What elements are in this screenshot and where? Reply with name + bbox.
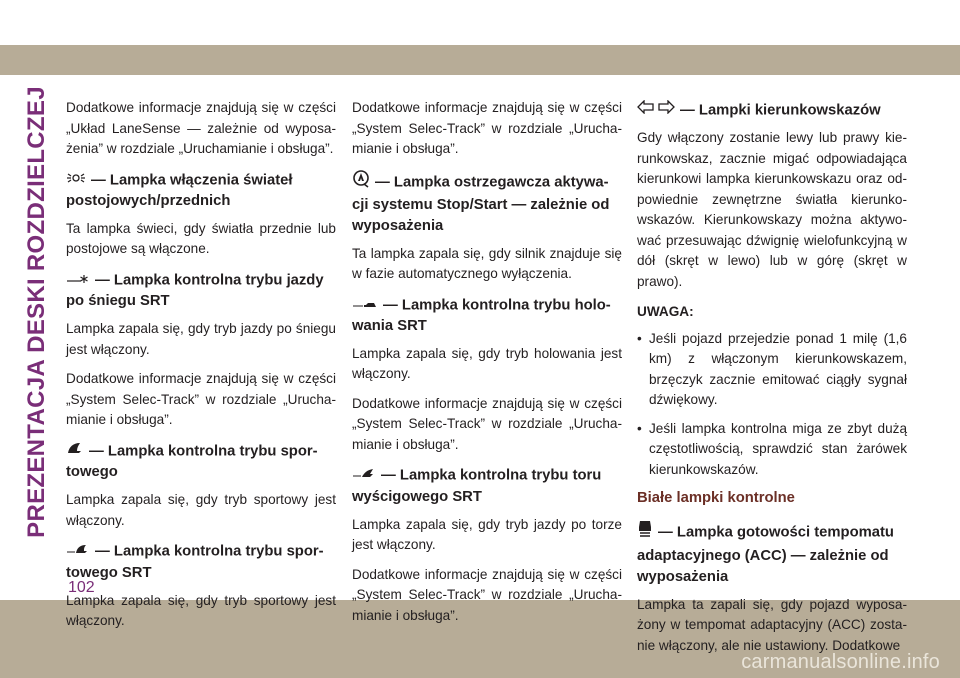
- note-list: [637, 329, 907, 481]
- bullet: •: [637, 420, 642, 436]
- list-item: • Jeśli lampka kontrolna miga ze zbyt dużą częstotliwością, sprawdzić stan żarówek kierunkowskazów.: [637, 420, 907, 477]
- paragraph: Lampka zapala się, gdy tryb sportowy jest włączony.: [66, 592, 336, 629]
- heading-sport-srt: — Lampka kontrolna trybu spor-towego SRT: [66, 541, 336, 583]
- column-1: [66, 98, 336, 641]
- side-tab: [20, 86, 54, 538]
- paragraph: Lampka zapala się, gdy tryb holowania jest włączony.: [352, 345, 622, 382]
- paragraph: Dodatkowe informacje znajdują się w części „System Selec-Track” w rozdziale „Urucha-mianie i obsługa”.: [66, 371, 336, 428]
- paragraph: Dodatkowe informacje znajdują się w części „Układ LaneSense — zależnie od wyposa-żenia” w rozdziale „Uruchamianie i obsługa”.: [66, 100, 336, 156]
- heading-parking-lights: — Lampka włączenia świateł postojowych/przednich: [66, 170, 336, 212]
- turn-signals-icon: [637, 100, 675, 121]
- bullet: •: [637, 330, 642, 346]
- watermark: carmanualsonline.info: [741, 651, 940, 673]
- heading-turn-signals: — Lampki kierunkowskazów: [637, 100, 907, 121]
- top-band: [0, 0, 960, 75]
- page-number: 102: [68, 579, 95, 596]
- paragraph: Lampka ta zapali się, gdy pojazd wyposa-żony w tempomat adaptacyjny (ACC) zosta-nie włączony, ale nie ustawiony. Dodatkowe: [637, 596, 907, 653]
- sport-mode-icon: [66, 441, 84, 462]
- heading-snow-mode: — Lampka kontrolna trybu jazdy po śniegu SRT: [66, 270, 336, 312]
- paragraph: Lampka zapala się, gdy tryb jazdy po śniegu jest włączony.: [66, 321, 336, 357]
- paragraph: Lampka zapala się, gdy tryb jazdy po torze jest włączony.: [352, 516, 622, 553]
- paragraph: Ta lampka świeci, gdy światła przednie lub postojowe są włączone.: [66, 220, 336, 257]
- sport-srt-icon: [66, 541, 90, 562]
- stop-start-icon: [352, 170, 370, 195]
- track-mode-icon: [352, 465, 376, 486]
- column-2: [352, 98, 622, 635]
- side-title: PREZENTACJA DESKI ROZDZIELCZEJ: [23, 86, 50, 538]
- paragraph: Lampka zapala się, gdy tryb sportowy jest włączony.: [66, 492, 336, 528]
- paragraph: Ta lampka zapala się, gdy silnik znajduje się w fazie automatycznego wyłączenia.: [352, 245, 622, 281]
- heading-tow-mode: — Lampka kontrolna trybu holo-wania SRT: [352, 295, 622, 337]
- acc-ready-icon: [637, 519, 653, 546]
- paragraph: Dodatkowe informacje znajdują się w części „System Selec-Track” w rozdziale „Urucha-mianie i obsługa”.: [352, 100, 622, 156]
- heading-track-mode: — Lampka kontrolna trybu toru wyścigowego SRT: [352, 465, 622, 507]
- snow-mode-icon: [66, 270, 90, 291]
- column-3: [637, 98, 907, 665]
- heading-stop-start: — Lampka ostrzegawcza aktywa-cji systemu Stop/Start — zależnie od wyposażenia: [352, 170, 622, 237]
- paragraph: Gdy włączony zostanie lewy lub prawy kie-runkowskaz, zacznie migać odpowiadająca kierunkowi lampka kierunkowskazu oraz od-powiednie zewnętrzne światła kierunko-wskazów. Kierunkowskazy można aktywo-wać przesuwając dźwignię wielofunkcyjną w dół (skręt w lewo) lub w górę (skręt w prawo).: [637, 130, 907, 289]
- paragraph: Dodatkowe informacje znajdują się w części „System Selec-Track” w rozdziale „Urucha-mianie i obsługa”.: [352, 566, 622, 623]
- heading-acc-ready: — Lampka gotowości tempomatu adaptacyjnego (ACC) — zależnie od wyposażenia: [637, 519, 907, 588]
- subheading: Białe lampki kontrolne: [637, 490, 795, 507]
- list-item: • Jeśli pojazd przejedzie ponad 1 milę (1,6 km) z włączonym kierunkowskazem, brzęczyk zacznie emitować ciągły sygnał dźwiękowy.: [637, 330, 907, 408]
- heading-sport-mode: — Lampka kontrolna trybu spor-towego: [66, 441, 336, 483]
- tow-mode-icon: [352, 295, 378, 316]
- top-bar: [0, 45, 960, 75]
- paragraph: Dodatkowe informacje znajdują się w części „System Selec-Track” w rozdziale „Urucha-mianie i obsługa”.: [352, 395, 622, 452]
- note-label: UWAGA:: [637, 304, 694, 320]
- parking-lights-icon: [66, 170, 86, 191]
